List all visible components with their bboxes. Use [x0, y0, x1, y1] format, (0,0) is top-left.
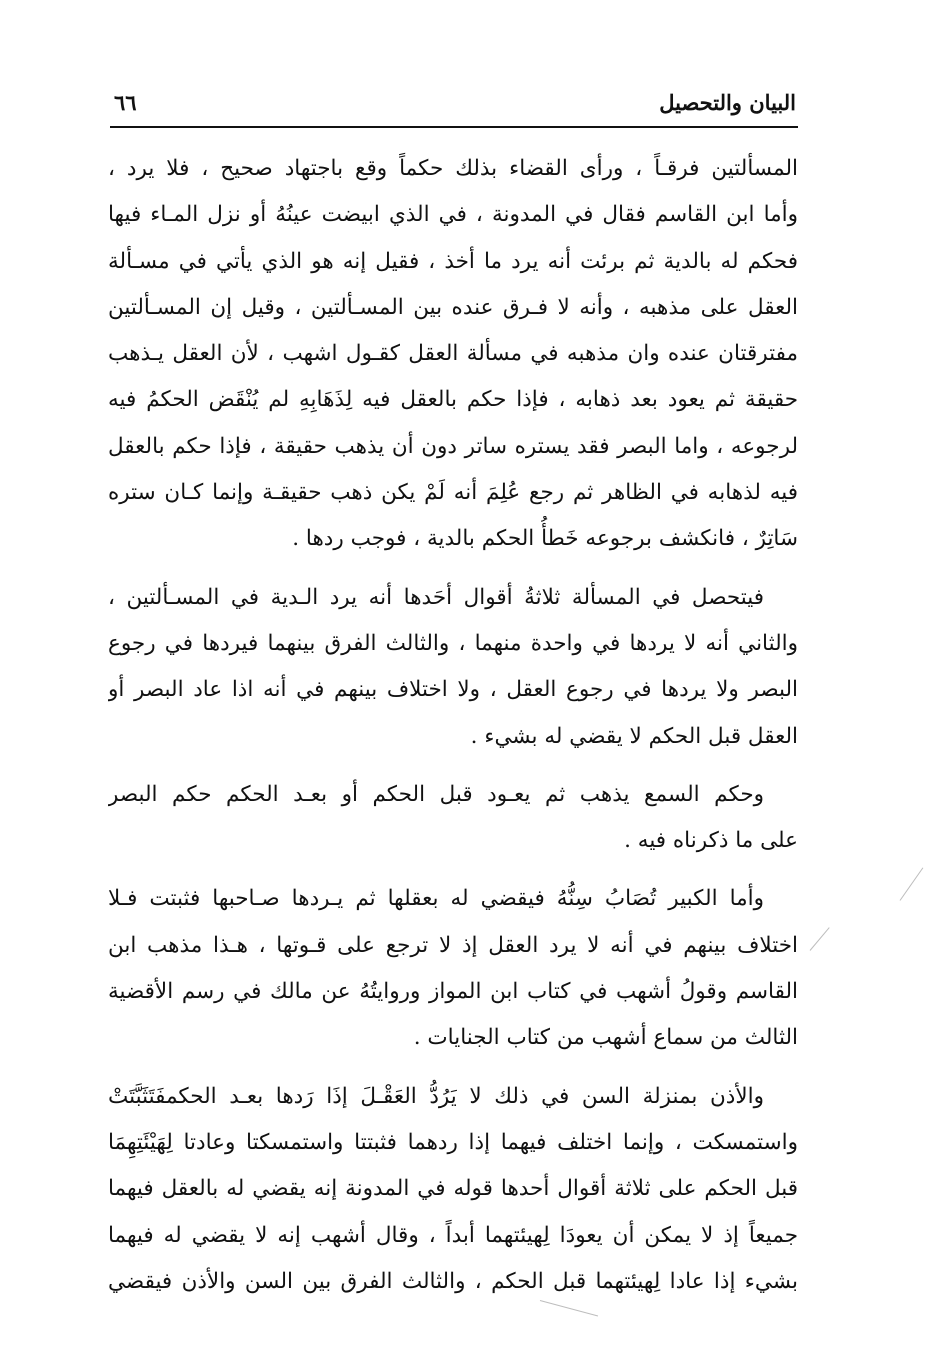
text-line: العقل قبل الحكم لا يقضي له بشيء . — [470, 723, 798, 749]
paragraph-1 — [108, 146, 798, 563]
text-line: حقيقة ثم يعود بعد ذهابه ، فإذا حكم بالعقل فيه لِذَهَابِهِ لم يُنْقَض الحكمُ فيه — [108, 387, 798, 413]
text-line: العقل على مذهبه ، وأنه لا فـرق عنده بين المسـألتين ، وقيل إن المسـألتين — [108, 294, 798, 320]
text-line: مفترقتان عنده وان مذهبه في مسألة العقل كقـول اشهب ، لأن العقل يـذهب — [108, 341, 798, 367]
text-line: واستمسكت ، وإنما اختلف فيهما إذا ردهما فثبتتا واستمسكتا وعادتا لِهَيْئَتِهِمَا — [108, 1129, 798, 1155]
page-number: ٦٦ — [114, 90, 137, 115]
text-line: فحكم له بالدية ثم برئت أنه يرد ما أخذ ، فقيل إنه هو الذي يأتي في مسـألة — [108, 248, 798, 274]
text-line: المسألتين فرقـاً ، ورأى القضاء بذلك حكماً وقع باجتهاد صحيح ، فلا يرد ، — [108, 156, 798, 181]
text-line: سَاتِرٌ ، فانكشف برجوعه خَطأُ الحكم بالدية ، فوجب ردها . — [292, 526, 798, 552]
running-header — [110, 86, 796, 126]
text-line: وأما الكبير تُصَابُ سِنُّهُ فيقضي له بعقلها ثم يـردها صـاحبها فثبتت فـلا — [108, 886, 764, 912]
text-line: والثاني أنه لا يردها في واحدة منهما ، والثالث الفرق بينهما فيردها في رجوع — [108, 630, 798, 656]
paragraph-3 — [108, 772, 798, 865]
text-line: بشيء إذا عادا لِهيئتهما قبل الحكم ، والثالث الفرق بين السن والأذن فيقضي — [108, 1268, 798, 1294]
text-line: البصر ولا يردها في رجوع العقل ، ولا اختلاف بينهم في أنه اذا عاد البصر أو — [108, 677, 798, 703]
text-line: اختلاف بينهم في أنه لا يرد العقل إذ لا ترجع على قـوتها ، هـذا مذهب ابن — [108, 932, 798, 958]
paragraph-4 — [108, 876, 798, 1061]
book-title: البيان والتحصيل — [659, 90, 796, 115]
text-line: لرجوعه ، واما البصر فقد يستره ساتر دون أن يذهب حقيقة ، فإذا حكم بالعقل — [108, 433, 798, 459]
text-line: القاسم وقولُ أشهب في كتاب ابن المواز وروايتُهُ عن مالك في رسم الأقضية — [108, 979, 798, 1005]
text-line: قبل الحكم على ثلاثة أقوال أحدها قوله في المدونة إنه يقضي له بالعقل فيهما — [108, 1176, 798, 1202]
body-text — [108, 146, 798, 1317]
text-line: وحكم السمع يذهب ثم يعـود قبل الحكم أو بعـد الحكم حكم البصر — [108, 781, 764, 807]
paragraph-5 — [108, 1074, 798, 1305]
header-rule — [110, 126, 798, 128]
text-line: والأذن بمنزلة السن في ذلك لا يَرُدُّ العَقْـلَ إذَا رَدها بعـد الحكمفَتَثَبَّتَتْ — [108, 1083, 764, 1109]
text-line: فيتحصل في المسألة ثلاثةُ أقوال أحَدها أنه يرد الـدية في المسـألتين ، — [108, 584, 764, 610]
text-line: جميعاً إذ لا يمكن أن يعودَا لِهيئتهما أبداً ، وقال أشهب إنه لا يقضي له فيهما — [108, 1222, 798, 1248]
text-line: وأما ابن القاسم فقال في المدونة ، في الذي ابيضت عينُهُ أو نزل المـاء فيها — [108, 202, 798, 228]
text-line: على ما ذكرناه فيه . — [624, 828, 798, 854]
scan-artifact — [810, 927, 830, 951]
scan-artifact — [900, 867, 924, 900]
paragraph-2 — [108, 575, 798, 760]
text-line: الثالث من سماع أشهب من كتاب الجنايات . — [413, 1025, 798, 1051]
text-line: فيه لذهابه في الظاهر ثم رجع عُلِمَ أنه لَمْ يكن ذهب حقيقـة وإنما كـان ستره — [108, 480, 798, 506]
